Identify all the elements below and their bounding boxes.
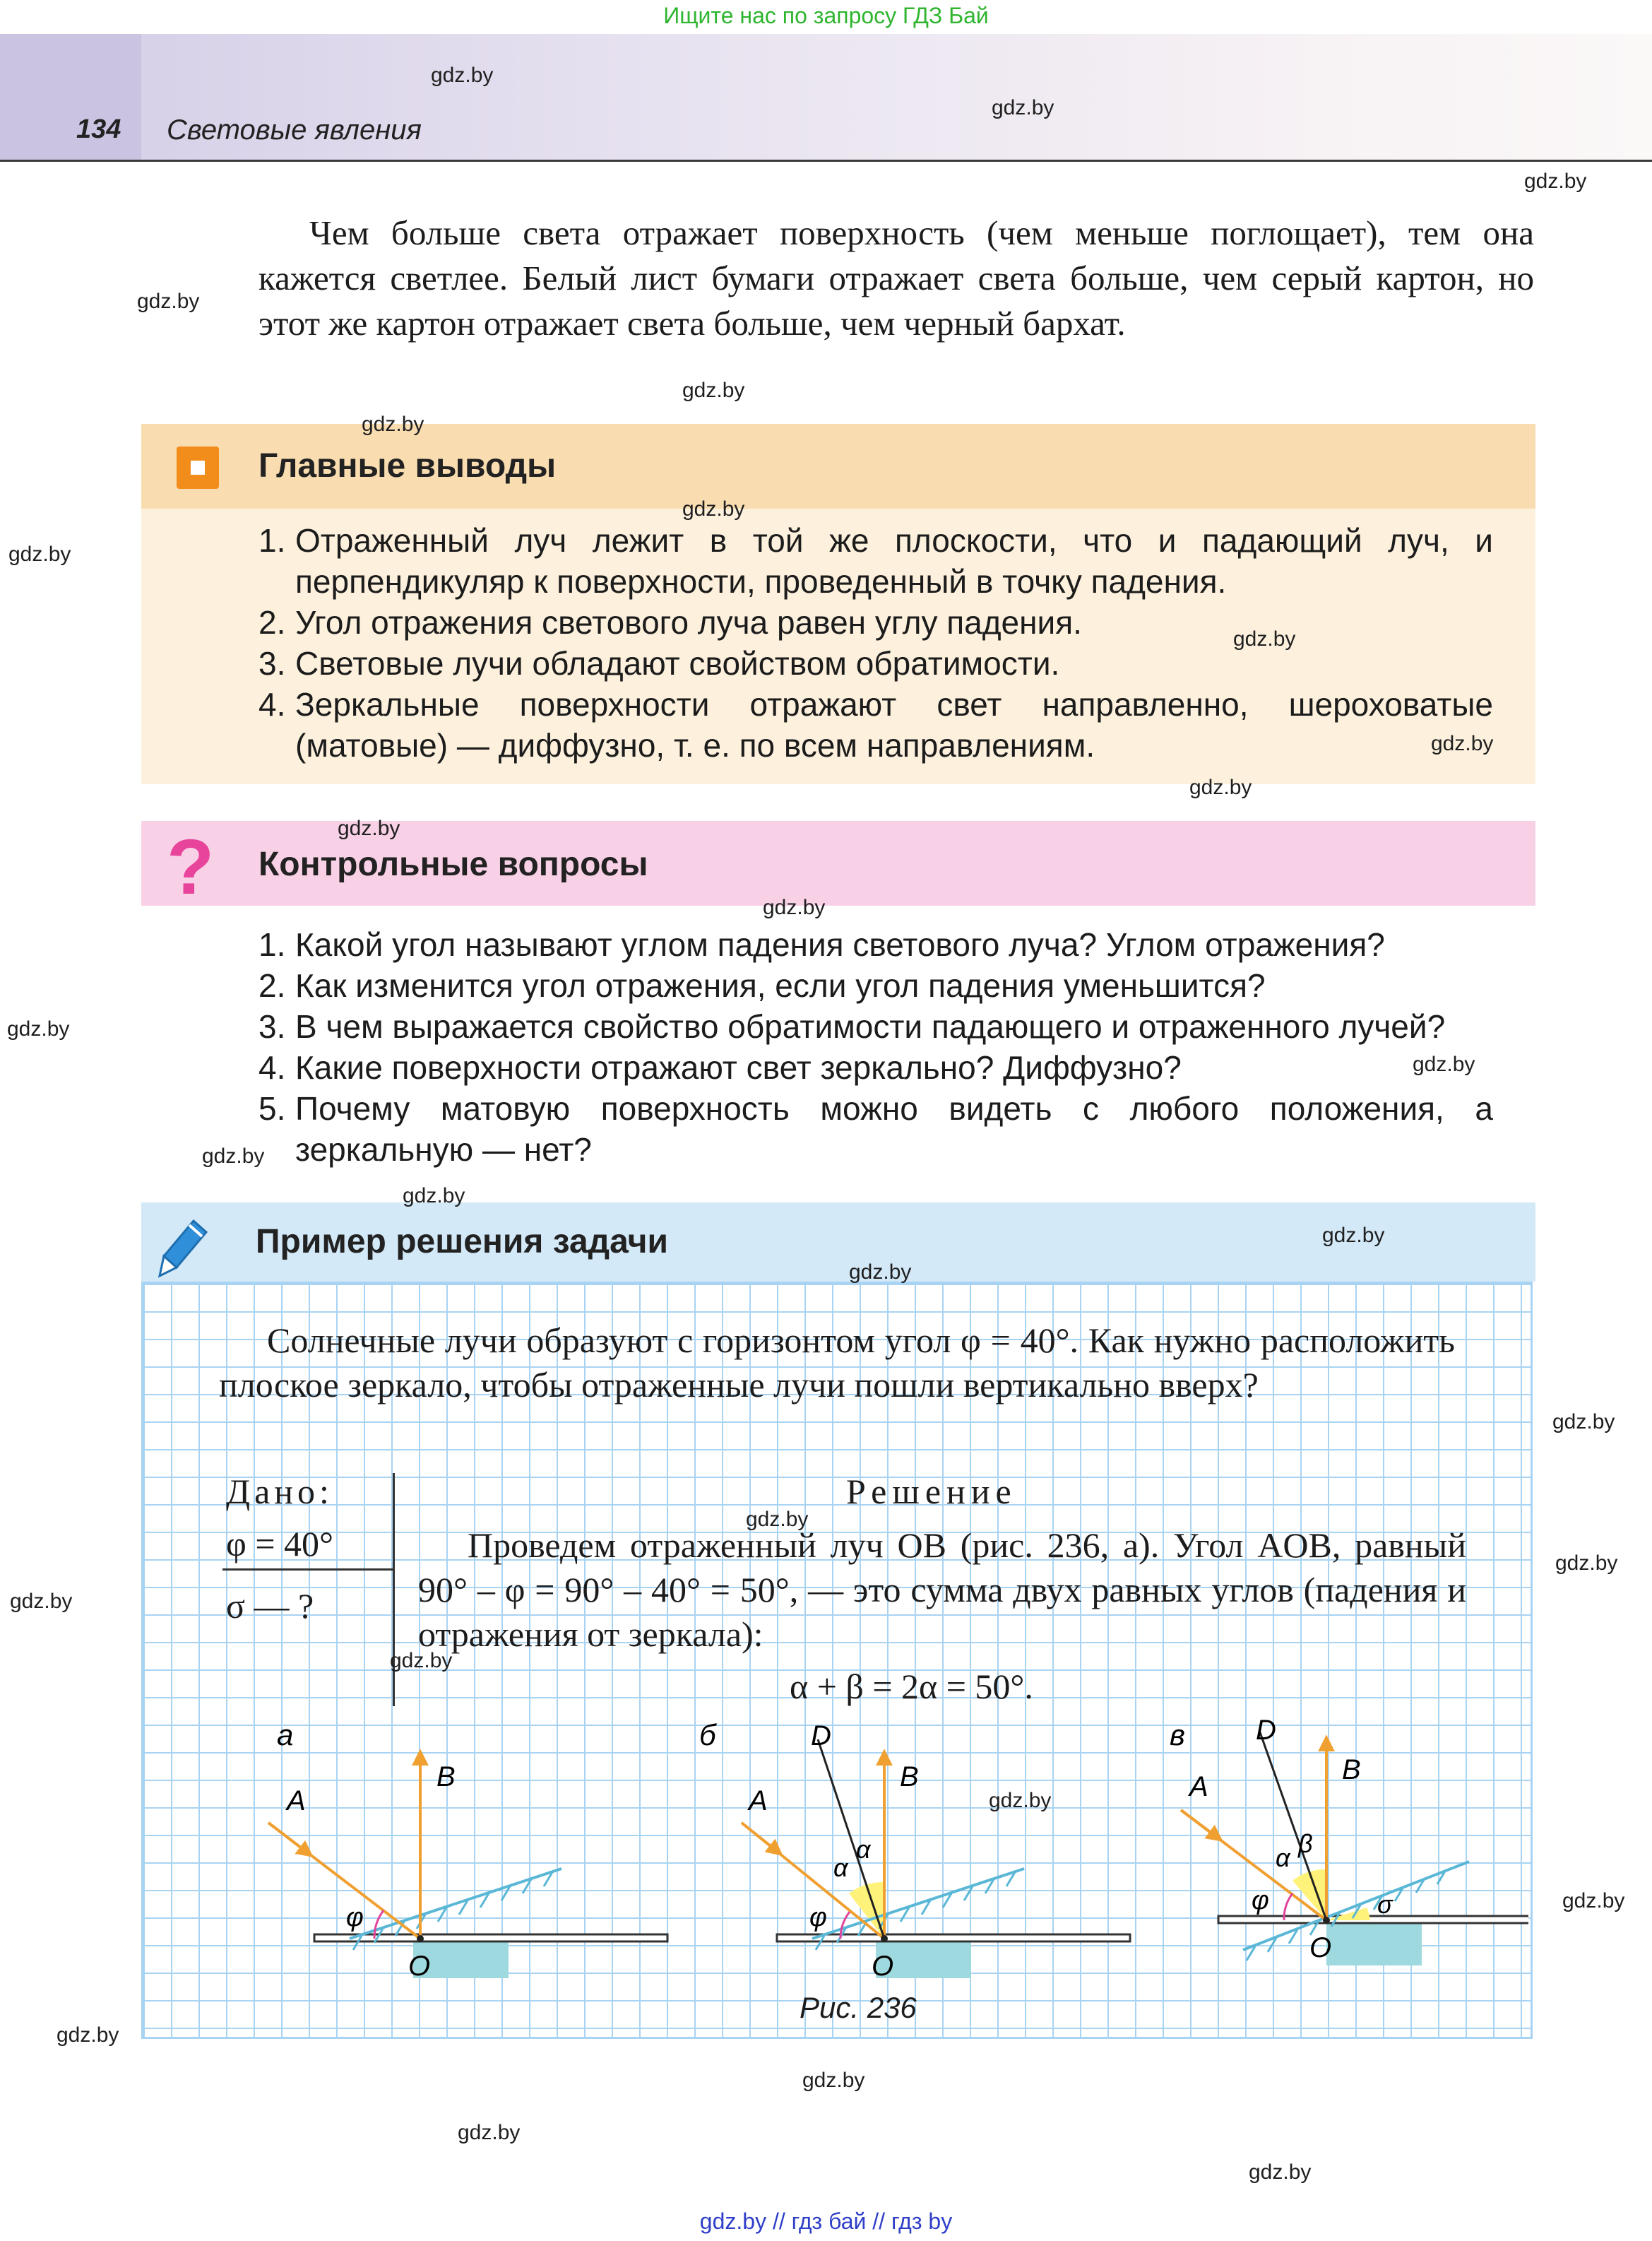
item-number: 2. — [259, 967, 286, 1004]
label-A: A — [1189, 1771, 1208, 1802]
watermark: gdz.by — [1552, 1410, 1615, 1433]
list-item — [259, 602, 1493, 643]
incident-ray-arrow — [1181, 1810, 1220, 1840]
label-phi: φ — [809, 1903, 827, 1932]
watermark: gdz.by — [137, 290, 200, 313]
question-icon: ? — [167, 824, 215, 911]
watermark: gdz.by — [1524, 170, 1587, 193]
item-text: Световые лучи обладают свойством обратимости. — [295, 645, 1060, 682]
item-text: Почему матовую поверхность можно видеть с любого положения, а зеркальную — нет? — [295, 1090, 1493, 1168]
solution-label: Решение — [846, 1472, 1017, 1511]
item-number: 2. — [259, 604, 286, 641]
item-text: Угол отражения светового луча равен углу падения. — [295, 604, 1082, 641]
item-text: Какой угол называют углом падения светового луча? Углом отражения? — [295, 926, 1385, 963]
label-sigma: σ — [1377, 1890, 1393, 1919]
intro-paragraph: Чем больше света отражает поверхность (чем меньше поглощает), тем она кажется светлее. Белый лист бумаги отражает света больше, чем серый картон, но этот же картон отражает света больше, чем черный бархат. — [259, 213, 1534, 343]
mirror-base — [1326, 1923, 1422, 1965]
list-item — [259, 1047, 1493, 1088]
angle-fill — [849, 1882, 884, 1939]
incident-ray-arrow — [268, 1823, 311, 1855]
watermark: gdz.by — [763, 896, 826, 919]
section-title: Световые явления — [167, 114, 422, 146]
figure-caption: Рис. 236 — [800, 1991, 917, 2024]
watermark: gdz.by — [1249, 2160, 1312, 2184]
list-item — [259, 1006, 1493, 1047]
label-B: B — [436, 1761, 456, 1792]
find-value: σ — ? — [226, 1586, 314, 1626]
pencil-icon — [157, 1217, 213, 1280]
item-text: В чем выражается свойство обратимости падающего и отраженного лучей? — [295, 1008, 1446, 1045]
given-value: φ = 40° — [226, 1524, 334, 1563]
square-bullet-icon — [177, 447, 219, 489]
list-item — [259, 684, 1493, 766]
panel-label-c: в — [1170, 1718, 1185, 1751]
page-number: 134 — [76, 114, 121, 144]
point-O — [881, 1935, 888, 1942]
watermark: gdz.by — [202, 1145, 265, 1168]
watermark: gdz.by — [458, 2121, 521, 2144]
panel-a — [268, 1718, 667, 1982]
item-text: Отраженный луч лежит в той же плоскости, что и падающий луч, и перпендикуляр к поверхности, проведенный в точку падения. — [295, 522, 1493, 600]
label-O: O — [1309, 1932, 1332, 1963]
label-phi: φ — [346, 1903, 364, 1932]
watermark: gdz.by — [992, 96, 1054, 119]
panel-b — [699, 1718, 1130, 1982]
item-number: 4. — [259, 686, 286, 723]
angle-fill — [1293, 1869, 1326, 1920]
watermark: gdz.by — [682, 379, 745, 402]
watermark: gdz.by — [10, 1590, 73, 1613]
watermark: gdz.by — [746, 1508, 809, 1531]
given-divider-horizontal — [222, 1568, 395, 1571]
list-item — [259, 643, 1493, 684]
given-label: Дано: — [226, 1472, 333, 1511]
watermark: gdz.by — [1233, 627, 1296, 651]
header-rule — [0, 160, 1652, 162]
label-B: B — [1342, 1754, 1361, 1785]
watermark: gdz.by — [431, 64, 494, 87]
solution-text: Проведем отраженный луч OB (рис. 236, a). Угол AOB, равный 90° – φ = 90° – 40° = 50°, — это сумма двух равных углов (падения и отражения от зеркала): — [418, 1525, 1466, 1654]
label-D: D — [811, 1720, 831, 1751]
list-item — [259, 965, 1493, 1006]
item-number: 1. — [259, 522, 286, 559]
horizon-plate — [1218, 1916, 1528, 1923]
example-title: Пример решения задачи — [256, 1223, 669, 1260]
conclusions-title: Главные выводы — [259, 447, 557, 485]
normal-line — [818, 1739, 884, 1939]
watermark: gdz.by — [362, 413, 424, 436]
item-text: Как изменится угол отражения, если угол падения уменьшится? — [295, 967, 1266, 1004]
watermark: gdz.by — [682, 497, 745, 521]
solution-formula: α + β = 2α = 50°. — [790, 1667, 1033, 1706]
incident-ray-arrow — [742, 1823, 780, 1854]
watermark: gdz.by — [7, 1017, 70, 1041]
label-O: O — [872, 1951, 894, 1982]
figure-236 — [141, 1717, 1528, 2035]
panel-label-b: б — [699, 1718, 716, 1751]
label-A: A — [287, 1785, 306, 1816]
watermark: gdz.by — [1189, 776, 1252, 799]
watermark: gdz.by — [403, 1184, 465, 1207]
watermark: gdz.by — [57, 2023, 119, 2047]
footer-links[interactable]: gdz.by // гдз бай // гдз by — [699, 2209, 953, 2234]
horizon-plate — [777, 1934, 1130, 1941]
label-phi: φ — [1252, 1886, 1269, 1915]
watermark: gdz.by — [1413, 1053, 1475, 1076]
top-banner[interactable]: Ищите нас по запросу ГДЗ Бай — [663, 3, 989, 28]
label-alpha: α — [1276, 1843, 1290, 1872]
questions-list — [259, 924, 1493, 1170]
label-O: O — [408, 1951, 431, 1982]
item-text: Зеркальные поверхности отражают свет направленно, шероховатые (матовые) — диффузно, т. е. по всем направлениям. — [295, 686, 1493, 764]
watermark: gdz.by — [8, 543, 71, 566]
task-text: Солнечные лучи образуют с горизонтом угол φ = 40°. Как нужно расположить плоское зеркало, чтобы отраженные лучи пошли вертикально вверх? — [219, 1320, 1455, 1405]
label-alpha: α — [833, 1853, 848, 1882]
panel-c — [1170, 1717, 1528, 1965]
watermark: gdz.by — [1431, 732, 1494, 755]
watermark: gdz.by — [1555, 1551, 1618, 1575]
item-number: 3. — [259, 645, 286, 682]
panel-label-a: а — [277, 1718, 294, 1751]
horizon-plate — [314, 1934, 667, 1941]
questions-title: Контрольные вопросы — [259, 846, 648, 883]
item-number: 3. — [259, 1008, 286, 1045]
watermark: gdz.by — [989, 1789, 1052, 1812]
watermark: gdz.by — [802, 2069, 865, 2092]
normal-line — [1260, 1732, 1326, 1920]
list-item — [259, 520, 1493, 602]
point-O — [1323, 1917, 1330, 1924]
watermark: gdz.by — [849, 1260, 912, 1284]
list-item — [259, 1088, 1493, 1170]
conclusions-list — [259, 520, 1493, 766]
point-O — [417, 1935, 424, 1942]
watermark: gdz.by — [390, 1649, 453, 1672]
item-text: Какие поверхности отражают свет зеркально? Диффузно? — [295, 1049, 1182, 1086]
mirror-line — [350, 1869, 561, 1939]
label-B: B — [900, 1761, 919, 1792]
label-A: A — [749, 1785, 768, 1816]
label-beta: β — [1298, 1829, 1313, 1858]
label-D: D — [1256, 1717, 1276, 1746]
list-item — [259, 924, 1493, 965]
label-alpha: α — [856, 1835, 871, 1864]
item-number: 5. — [259, 1090, 286, 1127]
watermark: gdz.by — [1562, 1889, 1625, 1912]
watermark: gdz.by — [1322, 1224, 1385, 1247]
watermark: gdz.by — [338, 817, 400, 840]
item-number: 1. — [259, 926, 286, 963]
item-number: 4. — [259, 1049, 286, 1086]
